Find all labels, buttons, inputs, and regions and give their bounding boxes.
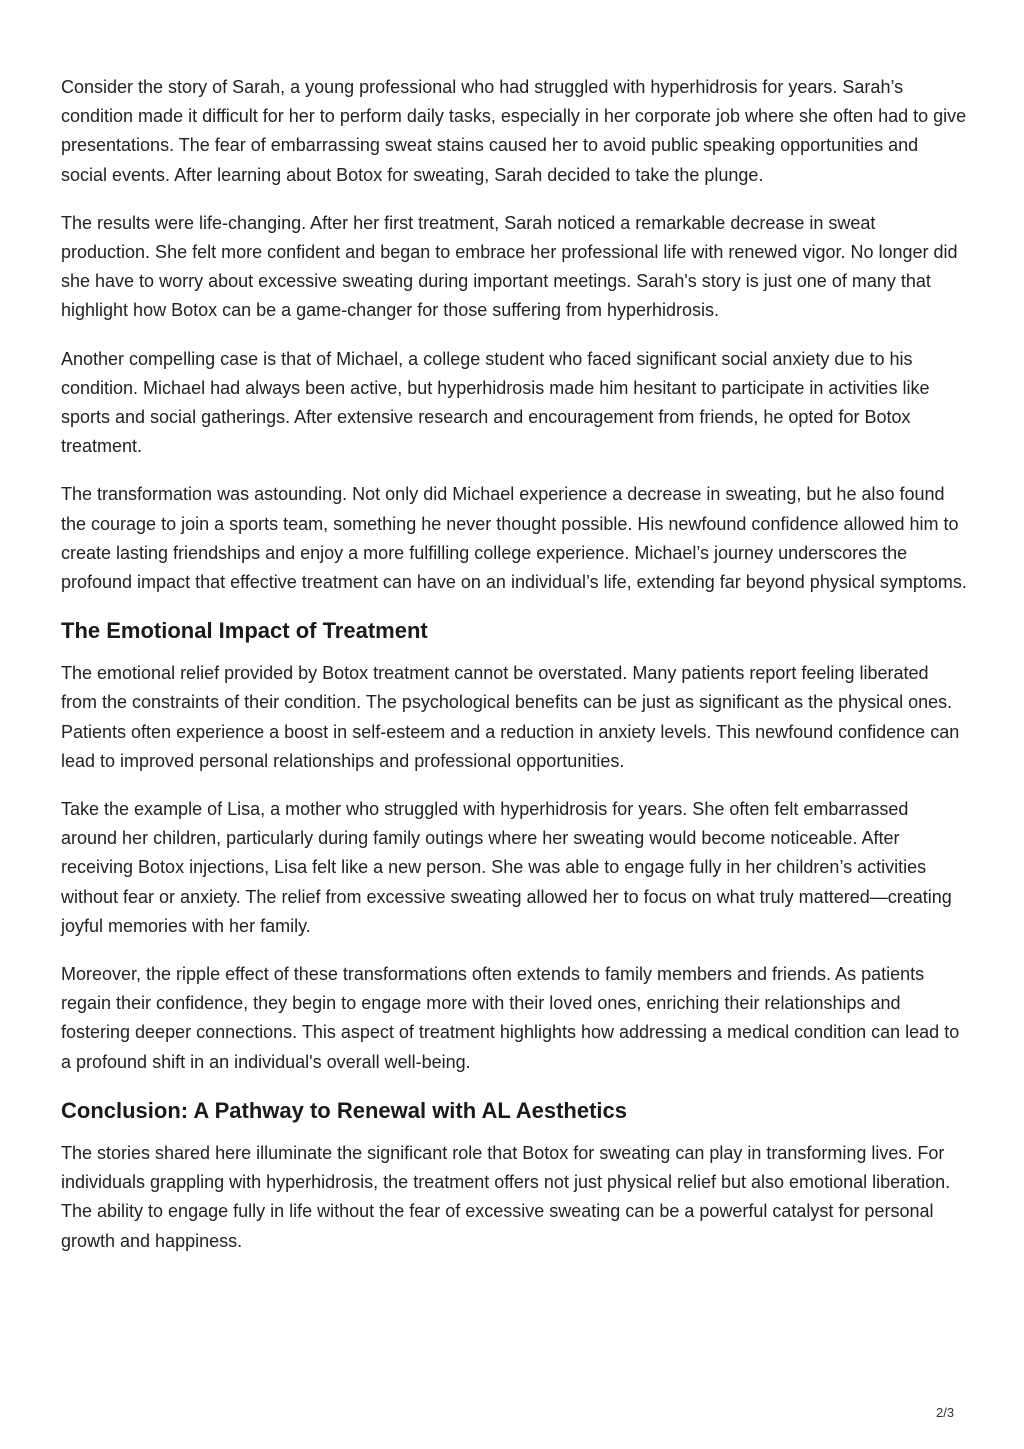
paragraph-michael-transformation: The transformation was astounding. Not only did Michael experience a decrease in sweating, but he also found the courage to join a sports team, something he never thought possible. His newfound confidence allowed him to create lasting friendships and enjoy a more fulfilling college experience. Michael’s journey underscores the profound impact that effective treatment can have on an individual’s life, extending far beyond physical symptoms.	[61, 484, 967, 593]
paragraph-emotional-relief: The emotional relief provided by Botox treatment cannot be overstated. Many patients report feeling liberated from the constraints of their condition. The psychological benefits can be just as significant as the physical ones. Patients often experience a boost in self-esteem and a reduction in anxiety levels. This newfound confidence can lead to improved personal relationships and professional opportunities.	[61, 663, 960, 771]
paragraph-conclusion: The stories shared here illuminate the significant role that Botox for sweating can play in transforming lives. For individuals grappling with hyperhidrosis, the treatment offers not just physical relief but also emotional liberation. The ability to engage fully in life without the fear of excessive sweating can be a powerful catalyst for personal growth and happiness.	[61, 1142, 951, 1251]
section-heading-emotional-impact: The Emotional Impact of Treatment	[61, 618, 428, 644]
paragraph-sarah-results: The results were life-changing. After her first treatment, Sarah noticed a remarkable decrease in sweat production. She felt more confident and began to embrace her professional life with renewed vigor. No longer did she have to worry about excessive sweating during important meetings. Sarah's story is just one of many that highlight how Botox can be a game-changer for those suffering from hyperhidrosis.	[61, 212, 958, 321]
document-body	[61, 73, 967, 1275]
paragraph-ripple-effect: Moreover, the ripple effect of these transformations often extends to family members and friends. As patients regain their confidence, they begin to engage more with their loved ones, enriching their relationships and fostering deeper connections. This aspect of treatment highlights how addressing a medical condition can lead to a profound shift in an individual's overall well-being.	[61, 964, 960, 1072]
paragraph-sarah-story: Consider the story of Sarah, a young professional who had struggled with hyperhidrosis for years. Sarah’s condition made it difficult for her to perform daily tasks, especially in her corporate job where she often had to give presentations. The fear of embarrassing sweat stains caused her to avoid public speaking opportunities and social events. After learning about Botox for sweating, Sarah decided to take the plunge.	[61, 77, 967, 185]
paragraph-michael-story: Another compelling case is that of Michael, a college student who faced significant social anxiety due to his condition. Michael had always been active, but hyperhidrosis made him hesitant to participate in activities like sports and social gatherings. After extensive research and encouragement from friends, he opted for Botox treatment.	[61, 348, 930, 457]
paragraph-lisa-story: Take the example of Lisa, a mother who struggled with hyperhidrosis for years. She often felt embarrassed around her children, particularly during family outings where her sweating would become noticeable. After receiving Botox injections, Lisa felt like a new person. She was able to engage fully in her children’s activities without fear or anxiety. The relief from excessive sweating allowed her to focus on what truly mattered—creating joyful memories with her family.	[61, 799, 952, 936]
section-heading-conclusion: Conclusion: A Pathway to Renewal with AL Aesthetics	[61, 1097, 627, 1123]
page-number: 2/3	[936, 1405, 955, 1420]
